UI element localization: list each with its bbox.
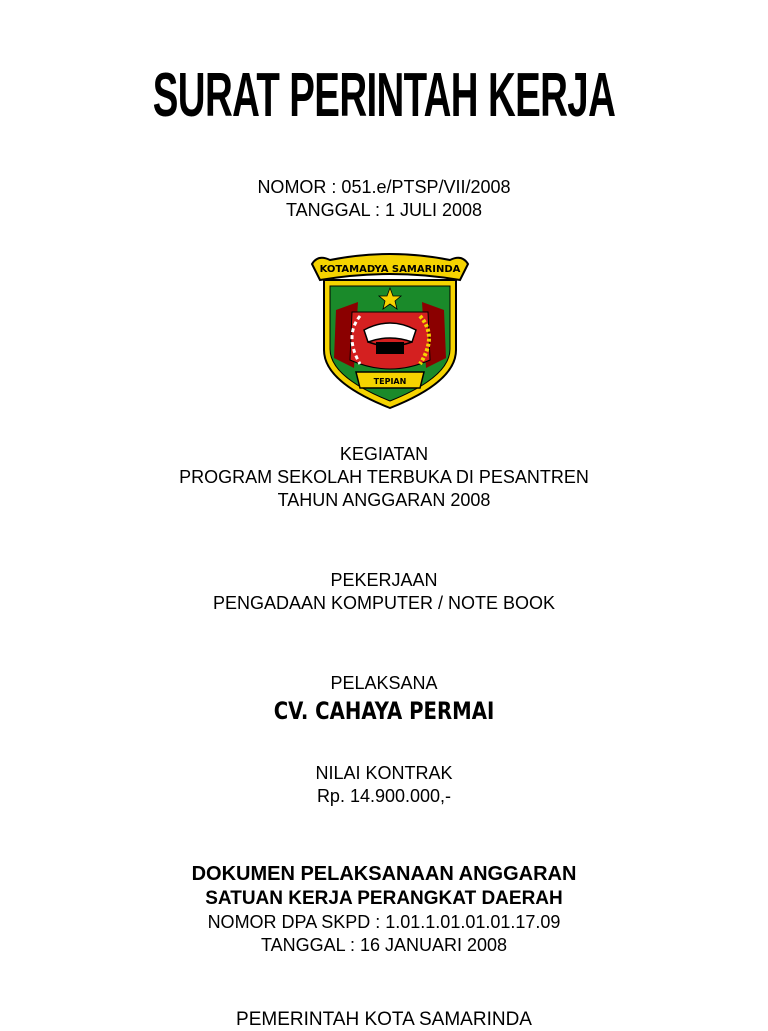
dpa-heading: DOKUMEN PELAKSANAAN ANGGARAN [191,863,577,885]
nilai-kontrak-value: Rp. 14.900.000,- [316,786,452,806]
dpa-tanggal: TANGGAL : 16 JANUARI 2008 [260,935,508,955]
dpa-nomor: NOMOR DPA SKPD : 1.01.1.01.01.01.17.09 [207,912,561,932]
emblem-top-text: KOTAMADYA SAMARINDA [319,264,461,275]
nilai-kontrak-label: NILAI KONTRAK [315,763,453,783]
tanggal-line: TANGGAL : 1 JULI 2008 [285,200,483,220]
pelaksana-value: CV. CAHAYA PERMAI [273,697,495,725]
document-title: SURAT PERINTAH KERJA [152,61,616,130]
pelaksana-label: PELAKSANA [330,673,438,693]
footer-text: PEMERINTAH KOTA SAMARINDA [236,1009,532,1030]
pekerjaan-label: PEKERJAAN [330,570,438,590]
kegiatan-tahun: TAHUN ANGGARAN 2008 [277,490,491,510]
kegiatan-label: KEGIATAN [339,444,429,464]
pekerjaan-value: PENGADAAN KOMPUTER / NOTE BOOK [212,593,556,613]
samarinda-emblem-icon [308,250,472,412]
emblem-bottom-text: TEPIAN [373,377,407,386]
kegiatan-program: PROGRAM SEKOLAH TERBUKA DI PESANTREN [179,467,589,487]
nomor-line: NOMOR : 051.e/PTSP/VII/2008 [257,177,511,197]
dpa-subheading: SATUAN KERJA PERANGKAT DAERAH [205,888,563,909]
